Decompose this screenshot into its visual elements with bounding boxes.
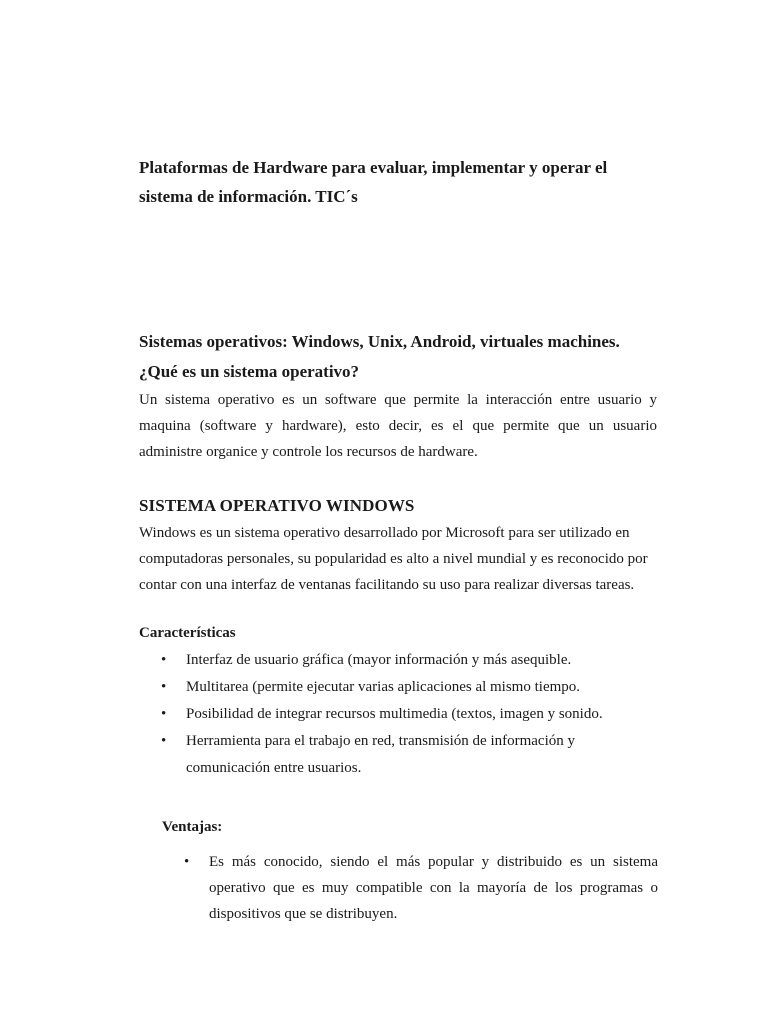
list-item (162, 849, 658, 927)
list-item-text: Multitarea (permite ejecutar varias aplicaciones al mismo tiempo. (186, 679, 581, 695)
bullet-icon: • (161, 679, 167, 695)
list-item-text: Es más conocido, siendo el más popular y distribuido es un sistema operativo que es muy compatible con la mayoría de los programas o dispositivos que se distribuyen. (209, 854, 658, 922)
document-title: Plataformas de Hardware para evaluar, implementar y operar el sistema de información. TIC´s (139, 158, 608, 206)
features-list (139, 647, 659, 782)
paragraph-windows-description: Windows es un sistema operativo desarrollado por Microsoft para ser utilizado en computadoras personales, su popularidad es alto a nivel mundial y es reconocido por contar con una interfaz de ventanas facilitando su uso para realizar diversas tareas. (139, 525, 648, 593)
section-subheading-what-is-os: ¿Qué es un sistema operativo? (139, 362, 360, 381)
paragraph-os-definition: Un sistema operativo es un software que permite la interacción entre usuario y maquina (software y hardware), esto decir, es el que permite que un usuario administre organice y controle los recursos de hardware. (139, 392, 657, 460)
advantages-label: Ventajas: (162, 819, 223, 835)
section-heading-operating-systems: Sistemas operativos: Windows, Unix, Android, virtuales machines. (139, 332, 620, 351)
bullet-icon: • (161, 706, 167, 722)
list-item-text: Interfaz de usuario gráfica (mayor información y más asequible. (186, 652, 572, 668)
advantages-list (162, 849, 658, 927)
list-item (139, 647, 659, 674)
list-item-text: Herramienta para el trabajo en red, transmisión de información y comunicación entre usuarios. (186, 733, 576, 776)
list-item (139, 674, 659, 701)
section-heading-windows: SISTEMA OPERATIVO WINDOWS (139, 496, 415, 515)
features-label: Características (139, 625, 236, 641)
list-item (139, 701, 659, 728)
list-item-text: Posibilidad de integrar recursos multimedia (textos, imagen y sonido. (186, 706, 603, 722)
bullet-icon: • (184, 854, 190, 870)
bullet-icon: • (161, 733, 167, 749)
bullet-icon: • (161, 652, 167, 668)
list-item (139, 728, 659, 782)
